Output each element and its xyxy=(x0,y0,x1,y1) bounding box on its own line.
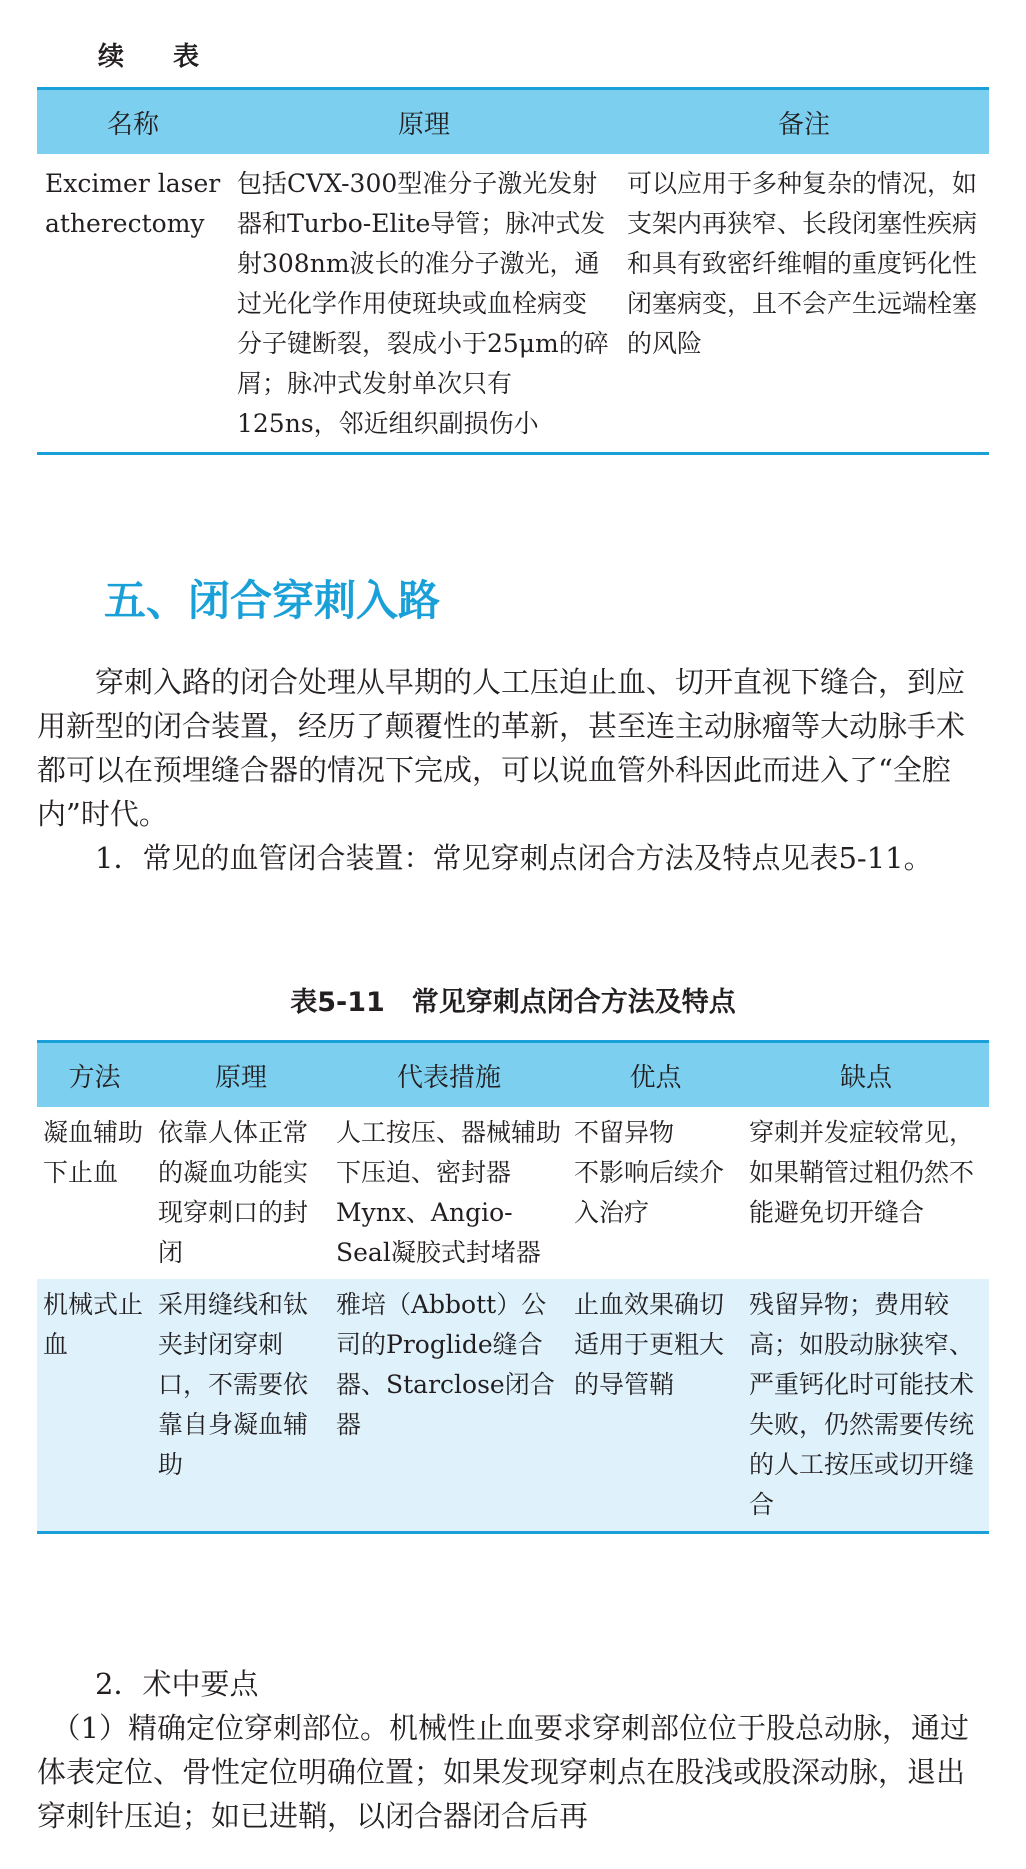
section-title: 五、闭合穿刺入路 xyxy=(104,576,441,625)
header-measures: 代表措施 xyxy=(330,1042,568,1108)
cell-notes: 可以应用于多种复杂的情况，如支架内再狭窄、长段闭塞性疾病和具有致密纤维帽的重度钙化性闭塞病变，且不会产生远端栓塞的风险 xyxy=(627,169,978,358)
paragraph-key-points: 2．术中要点 xyxy=(37,1667,259,1701)
cell-name: Excimer laser atherectomy xyxy=(45,169,221,238)
cell-disadvantages: 穿刺并发症较常见，如果鞘管过粗仍然不能避免切开缝合 xyxy=(749,1118,975,1227)
header-advantages: 优点 xyxy=(568,1042,743,1108)
table-closure-methods xyxy=(37,1040,989,1534)
table-row xyxy=(37,1107,989,1279)
table-continued xyxy=(37,87,989,455)
cell-principle: 依靠人体正常的凝血功能实现穿刺口的封闭 xyxy=(158,1118,309,1267)
cell-method: 凝血辅助下止血 xyxy=(43,1118,144,1187)
paragraph-devices: 1．常见的血管闭合装置：常见穿刺点闭合方法及特点见表5-11。 xyxy=(37,841,933,875)
cell-disadvantages: 残留异物；费用较高；如股动脉狭窄、严重钙化时可能技术失败，仍然需要传统的人工按压或切开缝合 xyxy=(743,1279,989,1533)
continued-table-label: 续 表 xyxy=(98,42,220,72)
header-notes: 备注 xyxy=(619,89,989,155)
header-name: 名称 xyxy=(37,89,229,155)
header-method: 方法 xyxy=(37,1042,152,1108)
table-caption: 表5-11 常见穿刺点闭合方法及特点 xyxy=(290,987,736,1018)
table-header-row xyxy=(37,89,989,155)
table-row xyxy=(37,154,989,454)
cell-principle: 采用缝线和钛夹封闭穿刺口，不需要依靠自身凝血辅助 xyxy=(152,1279,330,1533)
header-disadvantages: 缺点 xyxy=(743,1042,989,1108)
table-header-row xyxy=(37,1042,989,1108)
paragraph-point-1: （1）精确定位穿刺部位。机械性止血要求穿刺部位位于股总动脉，通过体表定位、骨性定位明确位置；如果发现穿刺点在股浅或股深动脉，退出穿刺针压迫；如已进鞘，以闭合器闭合后再 xyxy=(37,1711,969,1833)
cell-measures: 雅培（Abbott）公司的Proglide缝合器、Starclose闭合器 xyxy=(330,1279,568,1533)
header-principle: 原理 xyxy=(152,1042,330,1108)
cell-advantages: 不留异物 不影响后续介入治疗 xyxy=(574,1118,725,1227)
header-principle: 原理 xyxy=(229,89,619,155)
cell-measures: 人工按压、器械辅助下压迫、密封器Mynx、Angio-Seal凝胶式封堵器 xyxy=(336,1118,562,1267)
paragraph-intro: 穿刺入路的闭合处理从早期的人工压迫止血、切开直视下缝合，到应用新型的闭合装置，经历了颠覆性的革新，甚至连主动脉瘤等大动脉手术都可以在预埋缝合器的情况下完成，可以说血管外科因此而进入了“全腔内”时代。 xyxy=(37,665,966,831)
cell-advantages: 止血效果确切 适用于更粗大的导管鞘 xyxy=(568,1279,743,1533)
cell-method: 机械式止血 xyxy=(37,1279,152,1533)
table-row xyxy=(37,1279,989,1533)
cell-principle: 包括CVX-300型准分子激光发射器和Turbo-Elite导管；脉冲式发射308nm波长的准分子激光，通过光化学作用使斑块或血栓病变分子键断裂，裂成小于25μm的碎屑；脉冲式发射单次只有125ns，邻近组织副损伤小 xyxy=(237,169,609,438)
